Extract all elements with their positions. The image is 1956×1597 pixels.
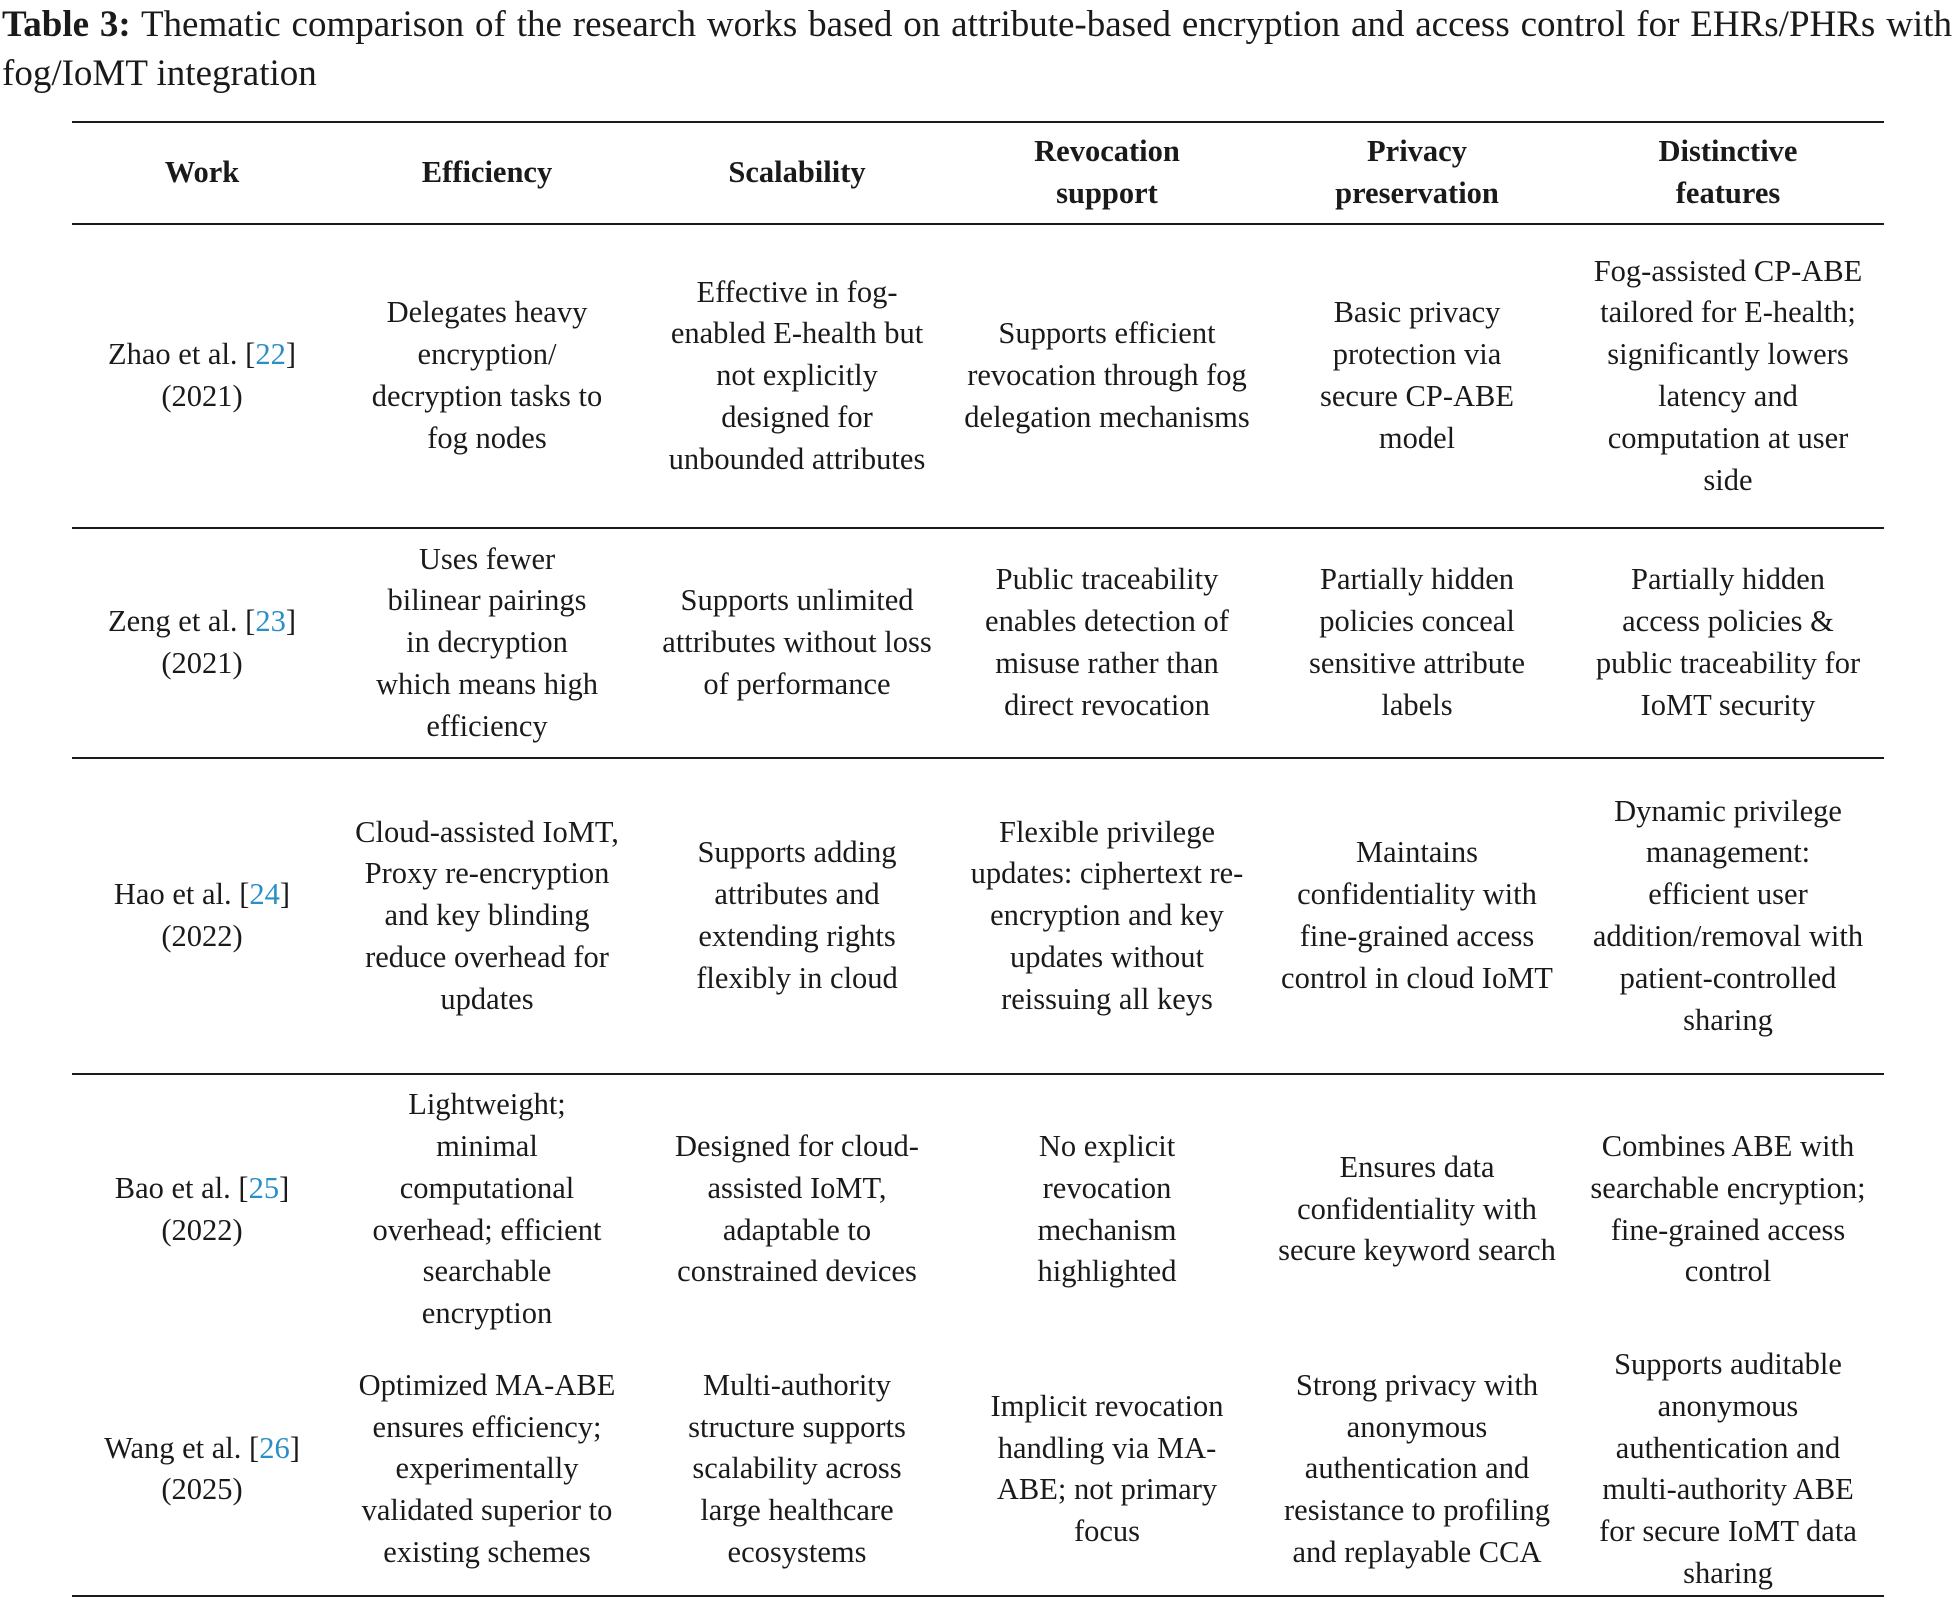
work-bracket: ]	[279, 877, 291, 912]
work-author: Wang et al. [	[104, 1430, 260, 1465]
revocation-cell: Flexible privilege updates: ciphertext re-encryption and key updates without reissuing all keys	[970, 814, 1244, 1016]
work-year: (2021)	[161, 379, 243, 413]
header-scalability: Scalability	[728, 155, 866, 190]
header-distinctive: Distinctive features	[1658, 134, 1798, 210]
privacy-cell: Partially hidden policies conceal sensitive attribute labels	[1309, 562, 1525, 722]
revocation-cell: No explicit revocation mechanism highlighted	[1037, 1128, 1177, 1289]
citation-link[interactable]: 26	[259, 1430, 290, 1465]
work-cell	[72, 224, 332, 528]
privacy-cell: Strong privacy with anonymous authentication and resistance to profiling and replayable CCA	[1284, 1367, 1550, 1570]
revocation-cell: Implicit revocation handling via MA-ABE; not primary focus	[990, 1388, 1224, 1549]
work-author: Zeng et al. [	[107, 604, 256, 639]
efficiency-cell: Lightweight; minimal computational overhead; efficient searchable encryption	[372, 1087, 602, 1331]
header-work: Work	[164, 155, 240, 190]
distinctive-cell: Combines ABE with searchable encryption; fine-grained access control	[1590, 1128, 1866, 1289]
header-efficiency: Efficiency	[421, 155, 553, 190]
work-author: Hao et al. [	[113, 877, 250, 912]
distinctive-cell: Fog-assisted CP-ABE tailored for E-health; significantly lowers latency and computation at user side	[1593, 253, 1863, 497]
privacy-cell: Ensures data confidentiality with secure keyword search	[1278, 1149, 1556, 1268]
citation-link[interactable]: 22	[255, 337, 286, 372]
distinctive-cell: Dynamic privilege management: efficient user addition/removal with patient-controlled sharing	[1592, 793, 1864, 1037]
table-row	[72, 758, 1884, 1074]
distinctive-cell: Partially hidden access policies & public traceability for IoMT security	[1595, 562, 1861, 722]
revocation-cell: Public traceability enables detection of misuse rather than direct revocation	[985, 562, 1229, 722]
work-bracket: ]	[285, 337, 297, 372]
table-caption	[2, 0, 1952, 98]
privacy-cell: Maintains confidentiality with fine-grained access control in cloud IoMT	[1281, 835, 1553, 995]
work-year: (2022)	[161, 919, 243, 953]
distinctive-cell: Supports auditable anonymous authentication and multi-authority ABE for secure IoMT data sharing	[1599, 1347, 1857, 1590]
citation-link[interactable]: 23	[255, 604, 286, 639]
caption-text: Thematic comparison of the research works based on attribute-based encryption and access control for EHRs/PHRs with fog/IoMT integration	[2, 4, 1952, 94]
privacy-cell: Basic privacy protection via secure CP-ABE model	[1320, 295, 1514, 455]
efficiency-cell: Uses fewer bilinear pairings in decryption which means high efficiency	[376, 541, 598, 743]
scalability-cell: Supports adding attributes and extending rights flexibly in cloud	[696, 835, 898, 995]
header-revocation: Revocation support	[1034, 134, 1180, 210]
table-row	[72, 1344, 1884, 1596]
scalability-cell: Supports unlimited attributes without loss of performance	[662, 583, 932, 701]
work-year: (2025)	[161, 1472, 243, 1507]
work-cell	[72, 1074, 332, 1344]
work-year: (2021)	[161, 646, 243, 680]
work-author: Bao et al. [	[114, 1170, 249, 1205]
comparison-table	[72, 121, 1884, 1597]
citation-link[interactable]: 24	[249, 877, 280, 912]
work-bracket: ]	[285, 604, 297, 639]
work-author: Zhao et al. [	[107, 337, 256, 372]
scalability-cell: Designed for cloud-assisted IoMT, adaptable to constrained devices	[675, 1128, 919, 1289]
table-row	[72, 1074, 1884, 1344]
table-row	[72, 224, 1884, 528]
work-cell	[72, 528, 332, 758]
table-header-row	[72, 122, 1884, 224]
work-cell	[72, 1344, 332, 1596]
scalability-cell: Multi-authority structure supports scalability across large healthcare ecosystems	[688, 1367, 906, 1570]
work-cell	[72, 758, 332, 1074]
table-row	[72, 528, 1884, 758]
efficiency-cell: Optimized MA-ABE ensures efficiency; experimentally validated superior to existing schemes	[358, 1367, 616, 1570]
header-privacy: Privacy preservation	[1335, 134, 1499, 210]
work-year: (2022)	[161, 1212, 243, 1247]
work-bracket: ]	[289, 1430, 300, 1465]
citation-link[interactable]: 25	[248, 1170, 280, 1205]
efficiency-cell: Cloud-assisted IoMT, Proxy re-encryption and key blinding reduce overhead for updates	[355, 814, 619, 1016]
revocation-cell: Supports efficient revocation through fog delegation mechanisms	[964, 316, 1250, 434]
efficiency-cell: Delegates heavy encryption/ decryption tasks to fog nodes	[371, 295, 603, 455]
caption-label: Table 3:	[2, 4, 131, 45]
scalability-cell: Effective in fog-enabled E-health but not explicitly designed for unbounded attributes	[668, 274, 926, 476]
work-bracket: ]	[279, 1170, 290, 1205]
